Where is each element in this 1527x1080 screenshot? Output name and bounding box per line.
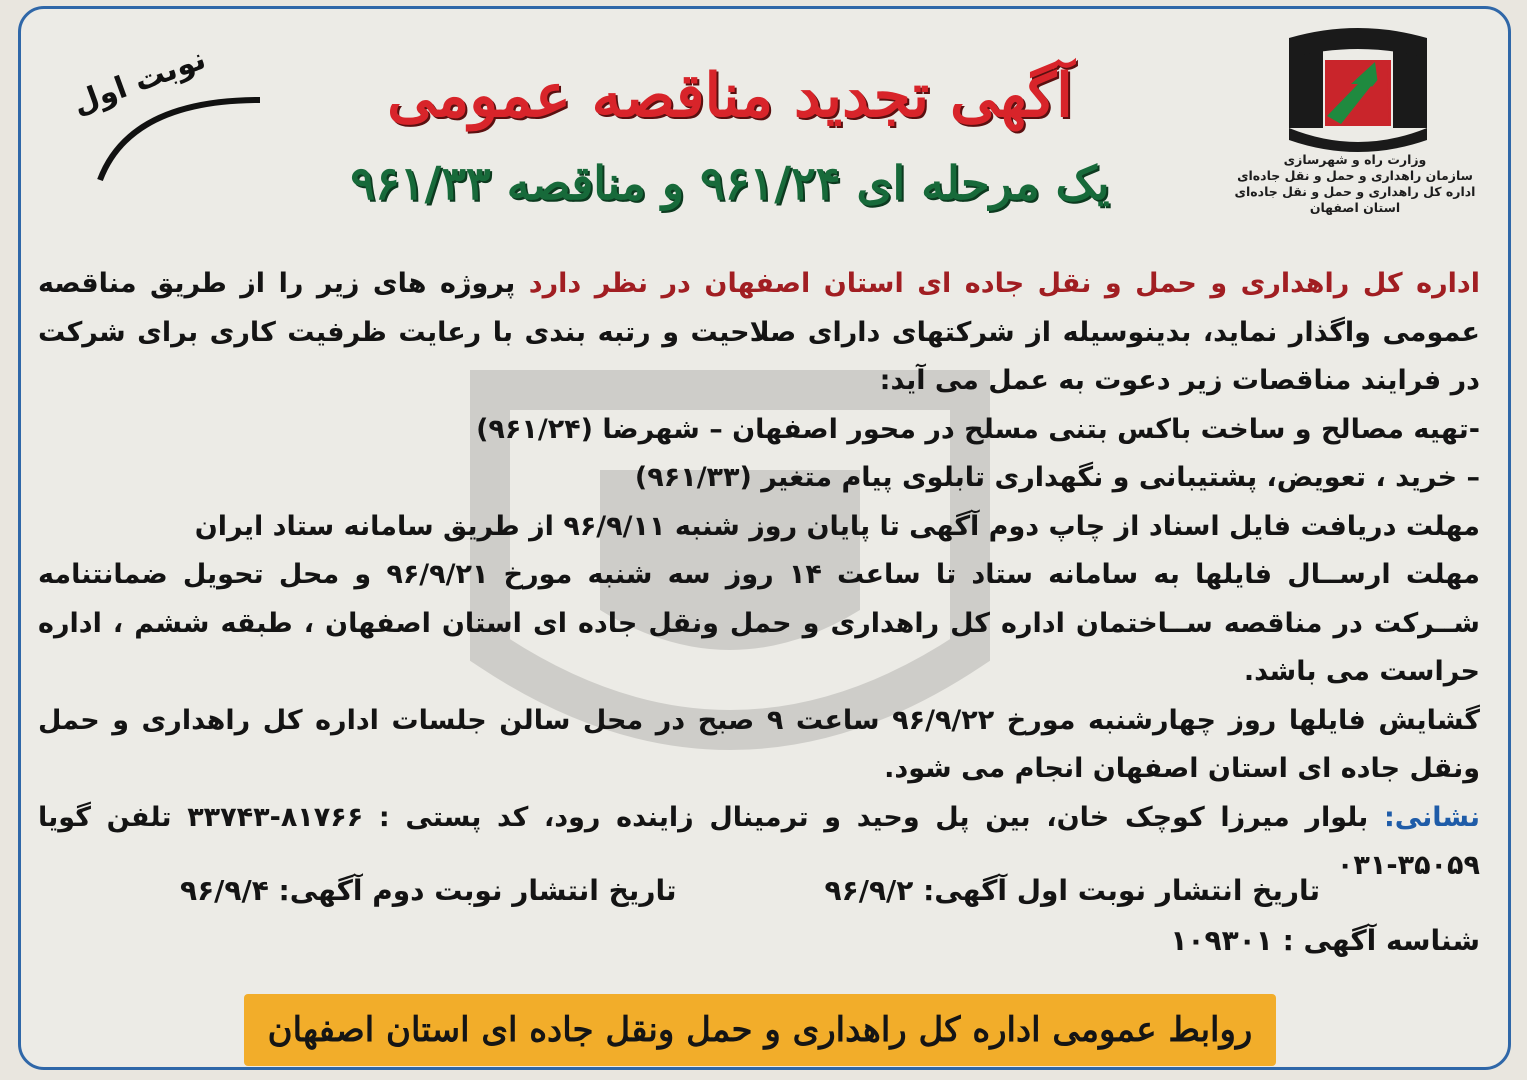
deadline-docs: مهلت دریافت فایل اسناد از چاپ دوم آگهی تا پایان روز شنبه ۹۶/۹/۱۱ از طریق سامانه ستاد ایران [194,510,1480,542]
intro-paragraph [38,260,1480,406]
project-item-1: -تهیه مصالح و ساخت باکس بتنی مسلح در محور اصفهان – شهرضا (۹۶۱/۲۴) [476,413,1480,445]
notice-body [38,260,1480,891]
first-publish-date: تاریخ انتشار نوبت اول آگهی: ۹۶/۹/۲ [824,874,1320,907]
opening-info: گشایش فایلها روز چهارشنبه مورخ ۹۶/۹/۲۲ ساعت ۹ صبح در محل سالن جلسات اداره کل راهداری و حمل ونقل جاده ای استان اصفهان انجام می شود. [38,704,1480,784]
address-text: بلوار میرزا کوچک خان، بین پل وحید و ترمینال زاینده رود، کد پستی : ۸۱۷۶۶-۳۳۷۴۳ تلفن گویا ۳۵۰۵۹-۰۳۱ [38,801,1480,881]
notice-subtitle: یک مرحله ای ۹۶۱/۲۴ و مناقصه ۹۶۱/۳۳ [350,156,1110,210]
footer-bar [244,994,1276,1066]
org-line: اداره کل راهداری و حمل و نقل جاده‌ای [1234,184,1476,199]
footer-text: روابط عمومی اداره کل راهداری و حمل ونقل جاده ای استان اصفهان [267,1010,1253,1050]
round-badge: نوبت اول [68,41,211,122]
second-publish-date: تاریخ انتشار نوبت دوم آگهی: ۹۶/۹/۴ [180,874,677,907]
ministry-logo-icon [1283,28,1433,158]
ad-id: شناسه آگهی : ۱۰۹۳۰۱ [1170,924,1480,957]
publish-dates [180,874,1320,907]
org-line: وزارت راه و شهرسازی [1283,152,1427,167]
org-name-block [1230,152,1480,216]
notice-title: آگهی تجدید مناقصه عمومی [387,61,1073,131]
deadline-submit: مهلت ارســال فایلها به سامانه ستاد تا ساعت ۱۴ روز سه شنبه مورخ ۹۶/۹/۲۱ و محل تحویل ضمانتنامه شــرکت در مناقصه ســاختمان اداره کل راهداری و حمل ونقل جاده ای استان اصفهان ، طبقه ششم ، اداره حراست می باشد. [38,559,1480,687]
intro-highlight: اداره کل راهداری و حمل و نقل جاده ای استان اصفهان در نظر دارد [528,268,1480,299]
org-line: سازمان راهداری و حمل و نقل جاده‌ای [1237,168,1473,183]
project-item-2: – خرید ، تعویض، پشتیبانی و نگهداری تابلوی پیام متغیر (۹۶۱/۳۳) [634,462,1480,493]
intro-rest: پروژه های زیر را از طریق مناقصه عمومی واگذار نماید، بدینوسیله از شرکتهای دارای صلاحیت و رتبه بندی با رعایت ظرفیت کاری برای شرکت در فرایند مناقصات زیر دعوت به عمل می آید: [38,268,1480,396]
org-line: استان اصفهان [1309,200,1401,215]
address-label: نشانی: [1383,801,1480,833]
